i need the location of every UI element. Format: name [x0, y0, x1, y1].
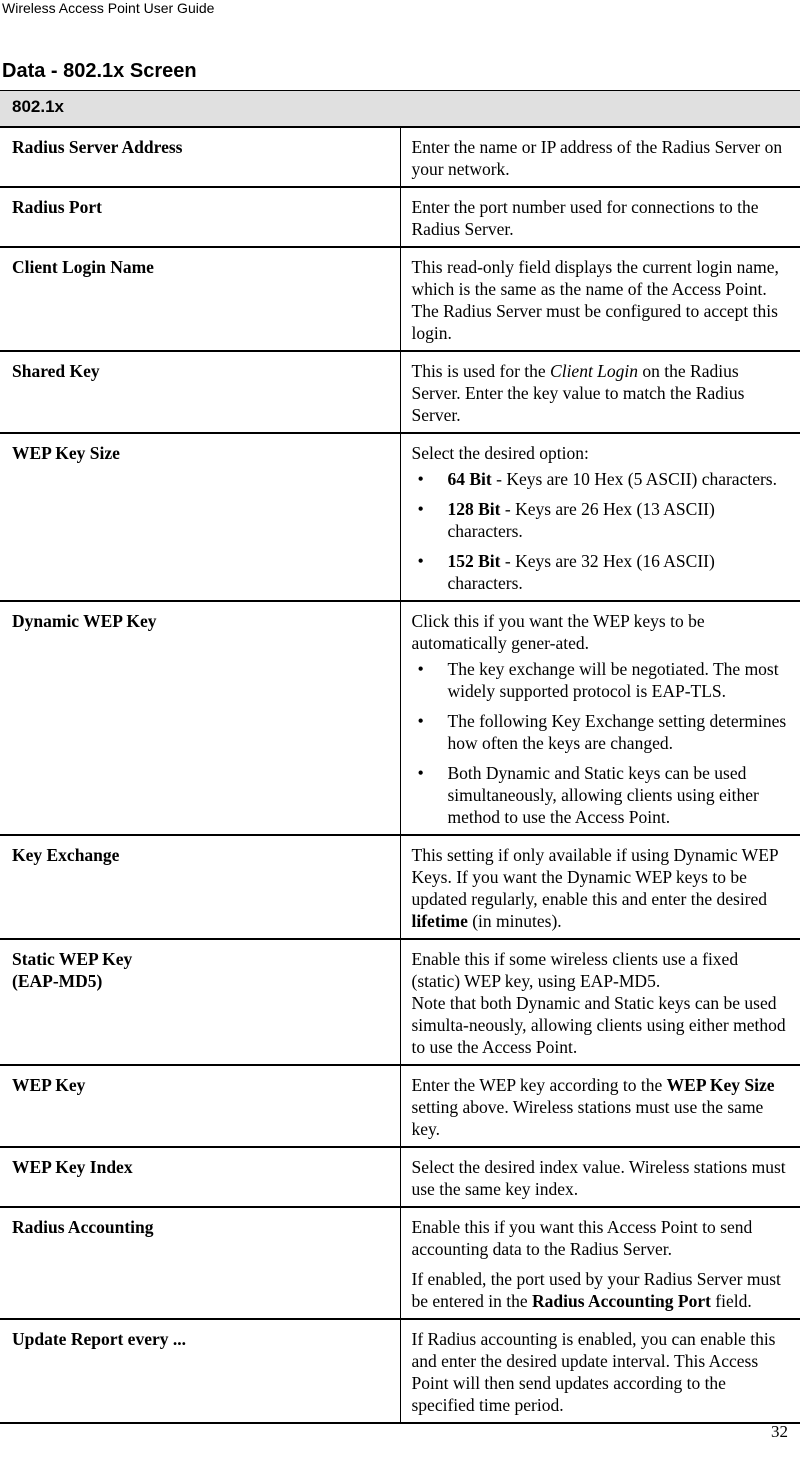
- desc-radius-accounting: [400, 1207, 800, 1319]
- desc-paragraph: Enable this if you want this Access Point to send accounting data to the Radius Server.: [411, 1217, 753, 1259]
- desc-text: setting above. Wireless stations must use the same key.: [411, 1097, 764, 1139]
- term-wep-key-size: WEP Key Size: [0, 433, 400, 601]
- option-text: - Keys are 26 Hex (13 ASCII) characters.: [447, 499, 715, 541]
- term-wep-key-index: WEP Key Index: [0, 1147, 400, 1207]
- term-update-report: Update Report every ...: [0, 1319, 400, 1423]
- desc-key-exchange: [400, 835, 800, 939]
- list-item: • The key exchange will be negotiated. The most widely supported protocol is EAP-TLS.: [412, 658, 791, 702]
- option-name: 152 Bit: [447, 551, 501, 571]
- list-item: [412, 498, 791, 542]
- desc-emphasis: Client Login: [550, 361, 639, 381]
- desc-bold: Radius Accounting Port: [532, 1291, 711, 1311]
- term-client-login-name: Client Login Name: [0, 247, 400, 351]
- desc-shared-key: [400, 351, 800, 433]
- table-row: [0, 1207, 800, 1319]
- list-item: [412, 468, 791, 490]
- option-name: 64 Bit: [447, 469, 492, 489]
- page-number: 32: [771, 1422, 788, 1441]
- list-item: [412, 550, 791, 594]
- desc-radius-port: Enter the port number used for connections to the Radius Server.: [400, 187, 800, 247]
- table-row: [0, 127, 800, 187]
- option-text: - Keys are 32 Hex (16 ASCII) characters.: [447, 551, 715, 593]
- list-item: • The following Key Exchange setting determines how often the keys are changed.: [412, 710, 791, 754]
- term-dynamic-wep-key: Dynamic WEP Key: [0, 601, 400, 835]
- table-row: [0, 1147, 800, 1207]
- desc-text: If enabled, the port used by your Radius Server must be entered in the: [411, 1269, 781, 1311]
- desc-update-report: If Radius accounting is enabled, you can enable this and enter the desired update interval. This Access Point will then send updates according to the specified time period.: [400, 1319, 800, 1423]
- term-line: Static WEP Key: [12, 949, 133, 969]
- term-radius-accounting: Radius Accounting: [0, 1207, 400, 1319]
- table-row: [0, 939, 800, 1065]
- term-wep-key: WEP Key: [0, 1065, 400, 1147]
- term-shared-key: Shared Key: [0, 351, 400, 433]
- desc-wep-key-size: [400, 433, 800, 601]
- list-item: • Both Dynamic and Static keys can be used simultaneously, allowing clients using either method to use the Access Point.: [412, 762, 791, 828]
- table-row: [0, 1319, 800, 1423]
- desc-text: This is used for the: [411, 361, 551, 381]
- desc-radius-server-address: Enter the name or IP address of the Radius Server on your network.: [400, 127, 800, 187]
- note-list: [412, 658, 791, 828]
- settings-table: [0, 90, 800, 1424]
- term-static-wep-key: [0, 939, 400, 1065]
- desc-text: field.: [710, 1291, 752, 1311]
- table-row: [0, 433, 800, 601]
- table-heading: 802.1x: [0, 91, 800, 128]
- desc-line: Note that both Dynamic and Static keys can be used simulta-neously, allowing clients using either method to use the Access Point.: [411, 993, 786, 1057]
- desc-intro: Click this if you want the WEP keys to be automatically gener-ated.: [411, 611, 705, 653]
- desc-wep-key: [400, 1065, 800, 1147]
- table-row: [0, 351, 800, 433]
- table-row: [0, 835, 800, 939]
- desc-text: on the Radius Server. Enter the key value to match the Radius Server.: [411, 361, 745, 425]
- desc-line: Enable this if some wireless clients use a fixed (static) WEP key, using EAP-MD5.: [411, 949, 739, 991]
- term-radius-server-address: Radius Server Address: [0, 127, 400, 187]
- table-row: [0, 1065, 800, 1147]
- table-row: [0, 601, 800, 835]
- table-row: [0, 187, 800, 247]
- option-name: 128 Bit: [447, 499, 501, 519]
- option-text: - Keys are 10 Hex (5 ASCII) characters.: [491, 469, 777, 489]
- desc-paragraph: [412, 1268, 791, 1312]
- desc-bold: lifetime: [411, 911, 468, 931]
- desc-bold: WEP Key Size: [666, 1075, 775, 1095]
- option-list: [412, 468, 791, 594]
- desc-static-wep-key: [400, 939, 800, 1065]
- desc-text: This setting if only available if using Dynamic WEP Keys. If you want the Dynamic WEP keys to be updated regularly, enable this and enter the desired: [411, 845, 778, 909]
- term-key-exchange: Key Exchange: [0, 835, 400, 939]
- section-title: Data - 802.1x Screen: [2, 60, 197, 82]
- desc-client-login-name: This read-only field displays the current login name, which is the same as the name of the Access Point. The Radius Server must be configured to accept this login.: [400, 247, 800, 351]
- table-row: [0, 247, 800, 351]
- desc-wep-key-index: Select the desired index value. Wireless stations must use the same key index.: [400, 1147, 800, 1207]
- desc-text: Enter the WEP key according to the: [411, 1075, 667, 1095]
- term-radius-port: Radius Port: [0, 187, 400, 247]
- desc-intro: Select the desired option:: [411, 443, 589, 463]
- desc-text: (in minutes).: [467, 911, 562, 931]
- desc-dynamic-wep-key: [400, 601, 800, 835]
- running-header: Wireless Access Point User Guide: [2, 0, 215, 16]
- table-heading-row: [0, 91, 800, 128]
- term-line: (EAP-MD5): [12, 971, 103, 991]
